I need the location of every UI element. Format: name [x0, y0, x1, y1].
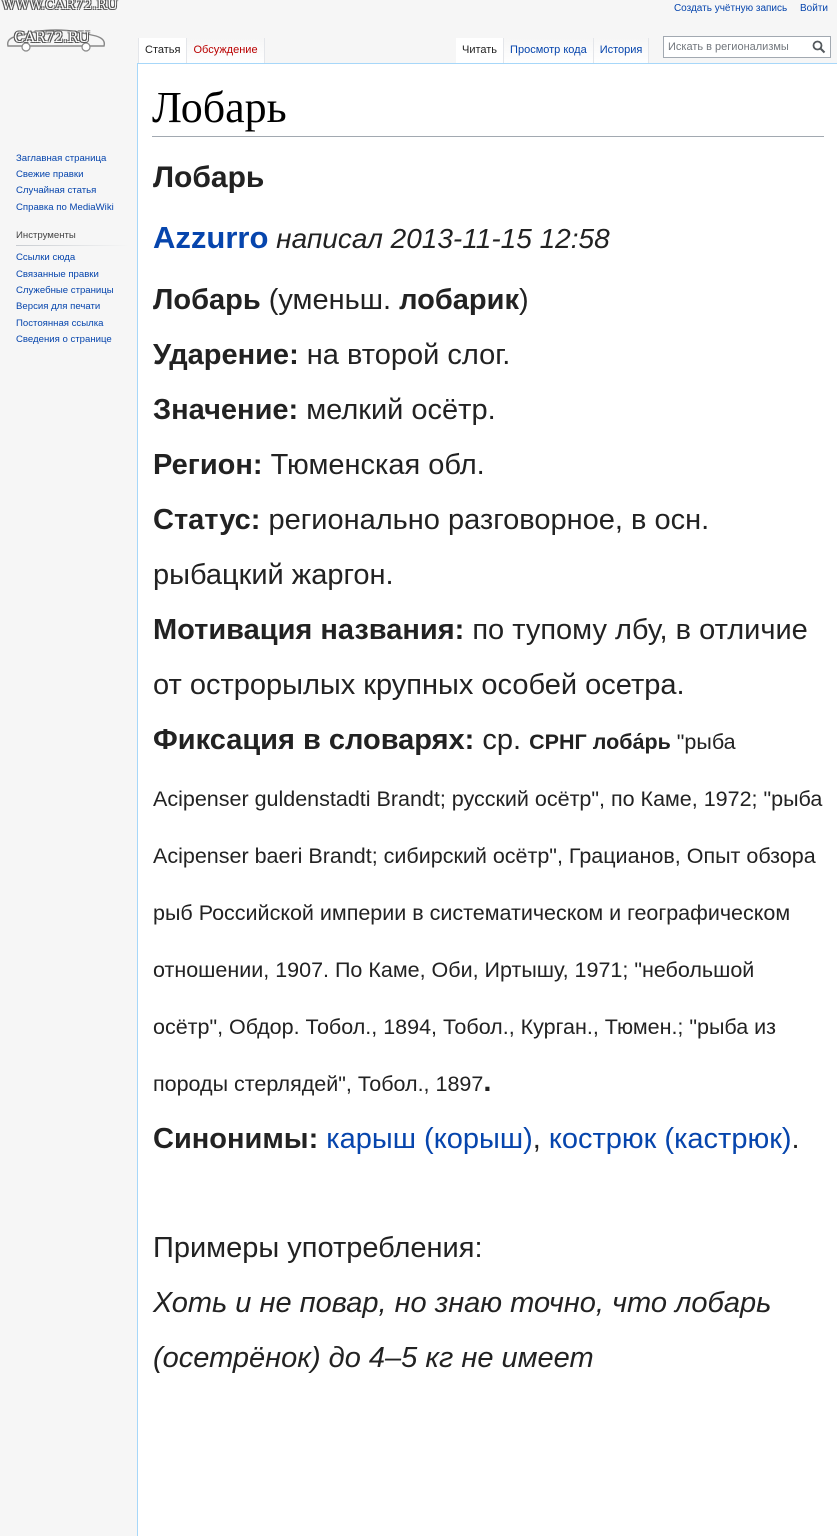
- content-area: [137, 63, 837, 1536]
- view-tabs: [456, 38, 649, 64]
- tab-history[interactable]: История: [594, 38, 650, 64]
- sidebar-item-random-article[interactable]: Случайная статья: [16, 185, 97, 197]
- usage-examples: [153, 1221, 825, 1386]
- motivation-value: по тупому лбу, в отличие от острорылых крупных особей осетра.: [153, 614, 808, 701]
- stress-line: [153, 328, 825, 383]
- watermark-url: WWW.CAR72.RU: [2, 0, 119, 13]
- meaning-label: Значение:: [153, 394, 299, 426]
- personal-tools: [664, 3, 828, 14]
- search-icon[interactable]: [812, 40, 826, 54]
- post-date: написал 2013-11-15 12:58: [268, 223, 610, 254]
- synonyms-line: [153, 1112, 825, 1167]
- region-line: [153, 438, 825, 493]
- headword-dim-suffix: ): [518, 284, 529, 316]
- sidebar-item-special-pages[interactable]: Служебные страницы: [16, 284, 114, 296]
- motivation-line: [153, 603, 825, 713]
- article-subheading: Лобарь: [153, 161, 265, 194]
- synonyms-label: Синонимы:: [153, 1123, 319, 1155]
- site-logo[interactable]: [0, 0, 136, 60]
- tab-read[interactable]: Читать: [456, 38, 504, 64]
- status-value: регионально разговорное, в осн. рыбацкий жаргон.: [153, 504, 710, 591]
- create-account-link[interactable]: Создать учётную запись: [673, 3, 788, 14]
- login-link[interactable]: Войти: [800, 3, 828, 14]
- synonym-end: .: [791, 1123, 800, 1155]
- tab-discussion[interactable]: Обсуждение: [187, 38, 264, 64]
- tab-view-source[interactable]: Просмотр кода: [504, 38, 594, 64]
- search-box: [663, 36, 831, 58]
- headword-dim-prefix: (уменьш.: [260, 284, 400, 316]
- namespace-tabs: [138, 38, 265, 64]
- sidebar-item-printable-version[interactable]: Версия для печати: [16, 301, 101, 313]
- motivation-label: Мотивация названия:: [153, 614, 465, 646]
- headword-line: [153, 273, 825, 328]
- sidebar: [0, 150, 136, 348]
- sidebar-tools-heading: Инструменты: [16, 230, 128, 246]
- examples-label: Примеры употребления:: [153, 1232, 483, 1264]
- synonym-separator: ,: [532, 1123, 549, 1155]
- sidebar-item-help[interactable]: Справка по MediaWiki: [16, 201, 114, 213]
- dictionary-line: [153, 713, 825, 1112]
- article-body: [153, 156, 825, 1386]
- sidebar-item-main-page[interactable]: Заглавная страница: [16, 152, 107, 164]
- dictionary-source: СРНГ лоба́рь: [529, 730, 671, 754]
- example-quote: Хоть и не повар, но знаю точно, что лобарь (осетрёнок) до 4–5 кг не имеет: [153, 1287, 772, 1374]
- headword-diminutive: лобарик: [399, 284, 519, 316]
- status-line: [153, 493, 825, 603]
- page-title: Лобарь: [152, 78, 824, 137]
- dictionary-text: "рыба Acipenser guldenstadti Brandt; русский осётр", по Каме, 1972; "рыба Acipenser baeri Brandt; сибирский осётр", Грацианов, Опыт обзора рыб Российской империи в систематическом и географическом отношении, 1907. По Каме, Оби, Иртышу, 1971; "небольшой осётр", Обдор. Тобол., 1894, Тобол., Курган., Тюмен.; "рыба из породы стерлядей", Тобол., 1897: [153, 730, 823, 1096]
- stress-value: на второй слог.: [298, 339, 511, 371]
- status-label: Статус:: [153, 504, 261, 536]
- dictionary-end: .: [483, 1066, 492, 1098]
- stress-label: Ударение:: [153, 339, 299, 371]
- sidebar-item-recent-changes[interactable]: Свежие правки: [16, 169, 84, 181]
- sidebar-item-what-links-here[interactable]: Ссылки сюда: [16, 252, 76, 264]
- sidebar-item-related-changes[interactable]: Связанные правки: [16, 268, 99, 280]
- meaning-value: мелкий осётр.: [298, 394, 496, 426]
- region-label: Регион:: [153, 449, 263, 481]
- meaning-line: [153, 383, 825, 438]
- synonym-link-kostryuk[interactable]: кострюк (кастрюк): [548, 1123, 792, 1155]
- post-meta: [153, 216, 825, 261]
- dictionary-cf: ср.: [474, 724, 530, 756]
- author-link[interactable]: Azzurro: [153, 220, 269, 255]
- region-value: Тюменская обл.: [262, 449, 485, 481]
- sidebar-item-permanent-link[interactable]: Постоянная ссылка: [16, 317, 104, 329]
- tab-article[interactable]: Статья: [138, 38, 187, 64]
- dictionary-label: Фиксация в словарях:: [153, 724, 475, 756]
- synonym-link-karysh[interactable]: карыш (корыш): [326, 1123, 533, 1155]
- sidebar-item-page-info[interactable]: Сведения о странице: [16, 334, 112, 346]
- search-input[interactable]: [664, 38, 812, 56]
- definition: [153, 273, 825, 1167]
- headword: Лобарь: [153, 284, 261, 316]
- logo-text: CAR72.RU: [14, 30, 90, 46]
